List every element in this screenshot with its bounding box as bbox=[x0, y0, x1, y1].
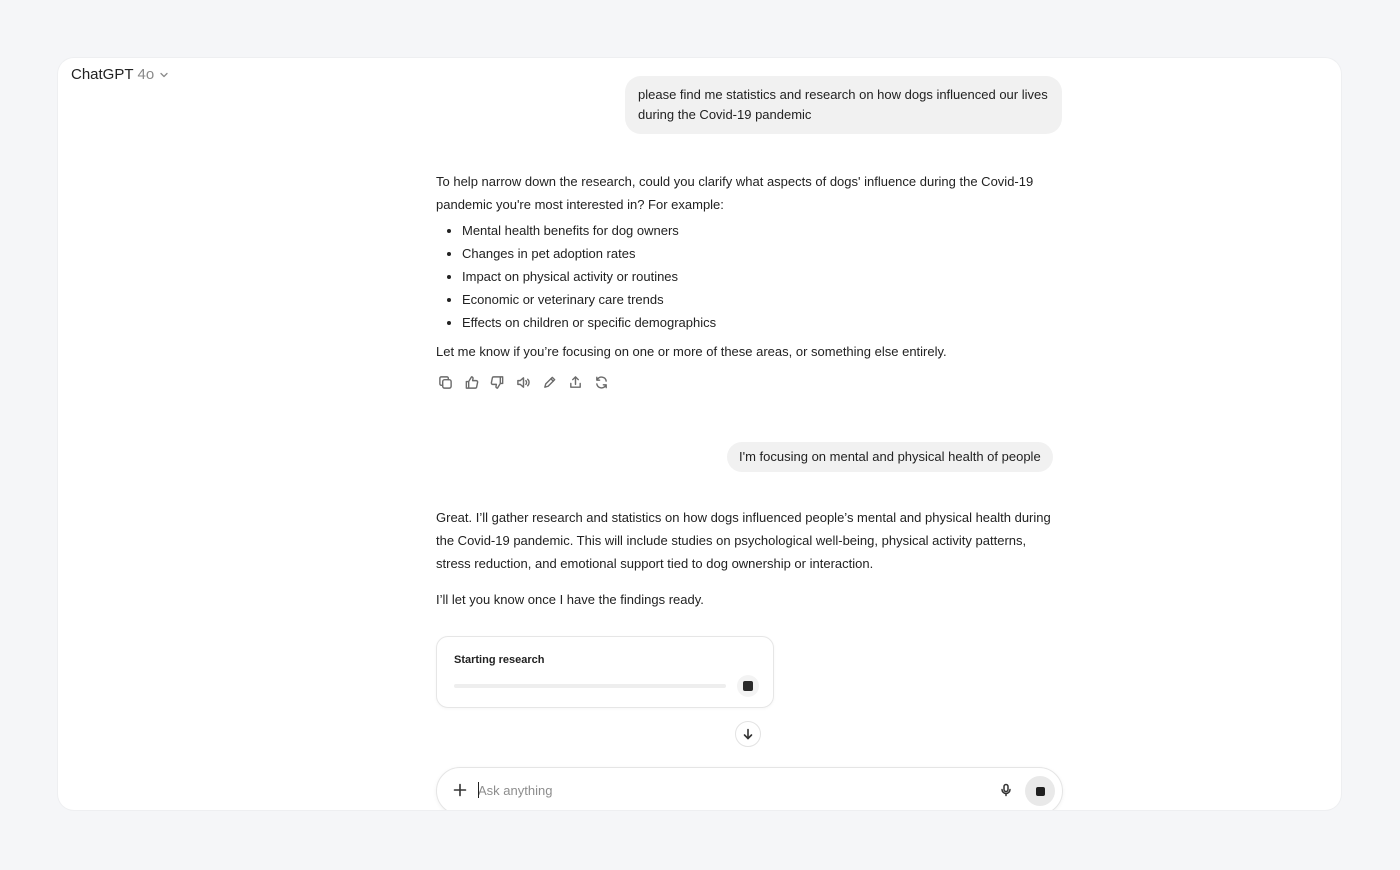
share-icon bbox=[568, 375, 583, 390]
share-button[interactable] bbox=[566, 373, 584, 391]
read-aloud-button[interactable] bbox=[514, 373, 532, 391]
list-item: • Impact on physical activity or routines bbox=[462, 265, 1062, 288]
assistant-message bbox=[436, 170, 1062, 363]
research-status-title: Starting research bbox=[454, 654, 545, 666]
plus-icon bbox=[453, 783, 467, 797]
voice-input-button[interactable] bbox=[997, 781, 1015, 799]
microphone-icon bbox=[999, 783, 1013, 797]
attach-button[interactable] bbox=[451, 781, 469, 799]
scroll-to-bottom-button[interactable] bbox=[735, 721, 761, 747]
research-status-card bbox=[436, 636, 774, 708]
suggestion-list bbox=[436, 219, 1062, 334]
arrow-down-icon bbox=[742, 728, 754, 740]
list-item: • Economic or veterinary care trends bbox=[462, 288, 1062, 311]
regenerate-icon bbox=[594, 375, 609, 390]
app-name: ChatGPT bbox=[71, 66, 134, 83]
thumbs-down-icon bbox=[490, 375, 505, 390]
list-item: • Effects on children or specific demographics bbox=[462, 311, 1062, 334]
stop-research-button[interactable] bbox=[737, 675, 759, 697]
assistant-message bbox=[436, 506, 1062, 611]
research-progress-bar bbox=[454, 684, 726, 688]
regenerate-button[interactable] bbox=[592, 373, 610, 391]
list-item: • Mental health benefits for dog owners bbox=[462, 219, 1062, 242]
assistant-intro: To help narrow down the research, could you clarify what aspects of dogs' influence during the Covid-19 pandemic you're most interested in? For example: bbox=[436, 174, 1034, 212]
thumbs-down-button[interactable] bbox=[488, 373, 506, 391]
assistant-closing: Let me know if you’re focusing on one or more of these areas, or something else entirely. bbox=[436, 344, 947, 359]
stop-icon bbox=[1036, 787, 1045, 796]
copy-button[interactable] bbox=[436, 373, 454, 391]
text-caret bbox=[478, 782, 479, 798]
chat-window bbox=[58, 58, 1341, 810]
user-message: please find me statistics and research on how dogs influenced our lives during the Covid-19 pandemic bbox=[625, 76, 1062, 134]
message-composer bbox=[436, 767, 1063, 810]
chat-input[interactable] bbox=[478, 780, 978, 800]
thumbs-up-icon bbox=[464, 375, 479, 390]
copy-icon bbox=[438, 375, 453, 390]
stop-icon bbox=[743, 681, 753, 691]
assistant-followup: I’ll let you know once I have the findings ready. bbox=[436, 592, 704, 607]
model-version: 4o bbox=[137, 66, 155, 83]
model-selector[interactable] bbox=[71, 66, 169, 83]
edit-icon bbox=[542, 375, 557, 390]
list-item: • Changes in pet adoption rates bbox=[462, 242, 1062, 265]
chevron-down-icon bbox=[159, 70, 169, 80]
edit-button[interactable] bbox=[540, 373, 558, 391]
message-actions bbox=[436, 373, 610, 391]
read-aloud-icon bbox=[516, 375, 531, 390]
assistant-paragraph: Great. I’ll gather research and statistics on how dogs influenced people’s mental and physical health during the Covid-19 pandemic. This will include studies on psychological well-being, physical activity patterns, stress reduction, and emotional support tied to dog ownership or interaction. bbox=[436, 510, 1051, 571]
thumbs-up-button[interactable] bbox=[462, 373, 480, 391]
user-message: I'm focusing on mental and physical health of people bbox=[727, 442, 1053, 472]
stop-generating-button[interactable] bbox=[1025, 776, 1055, 806]
